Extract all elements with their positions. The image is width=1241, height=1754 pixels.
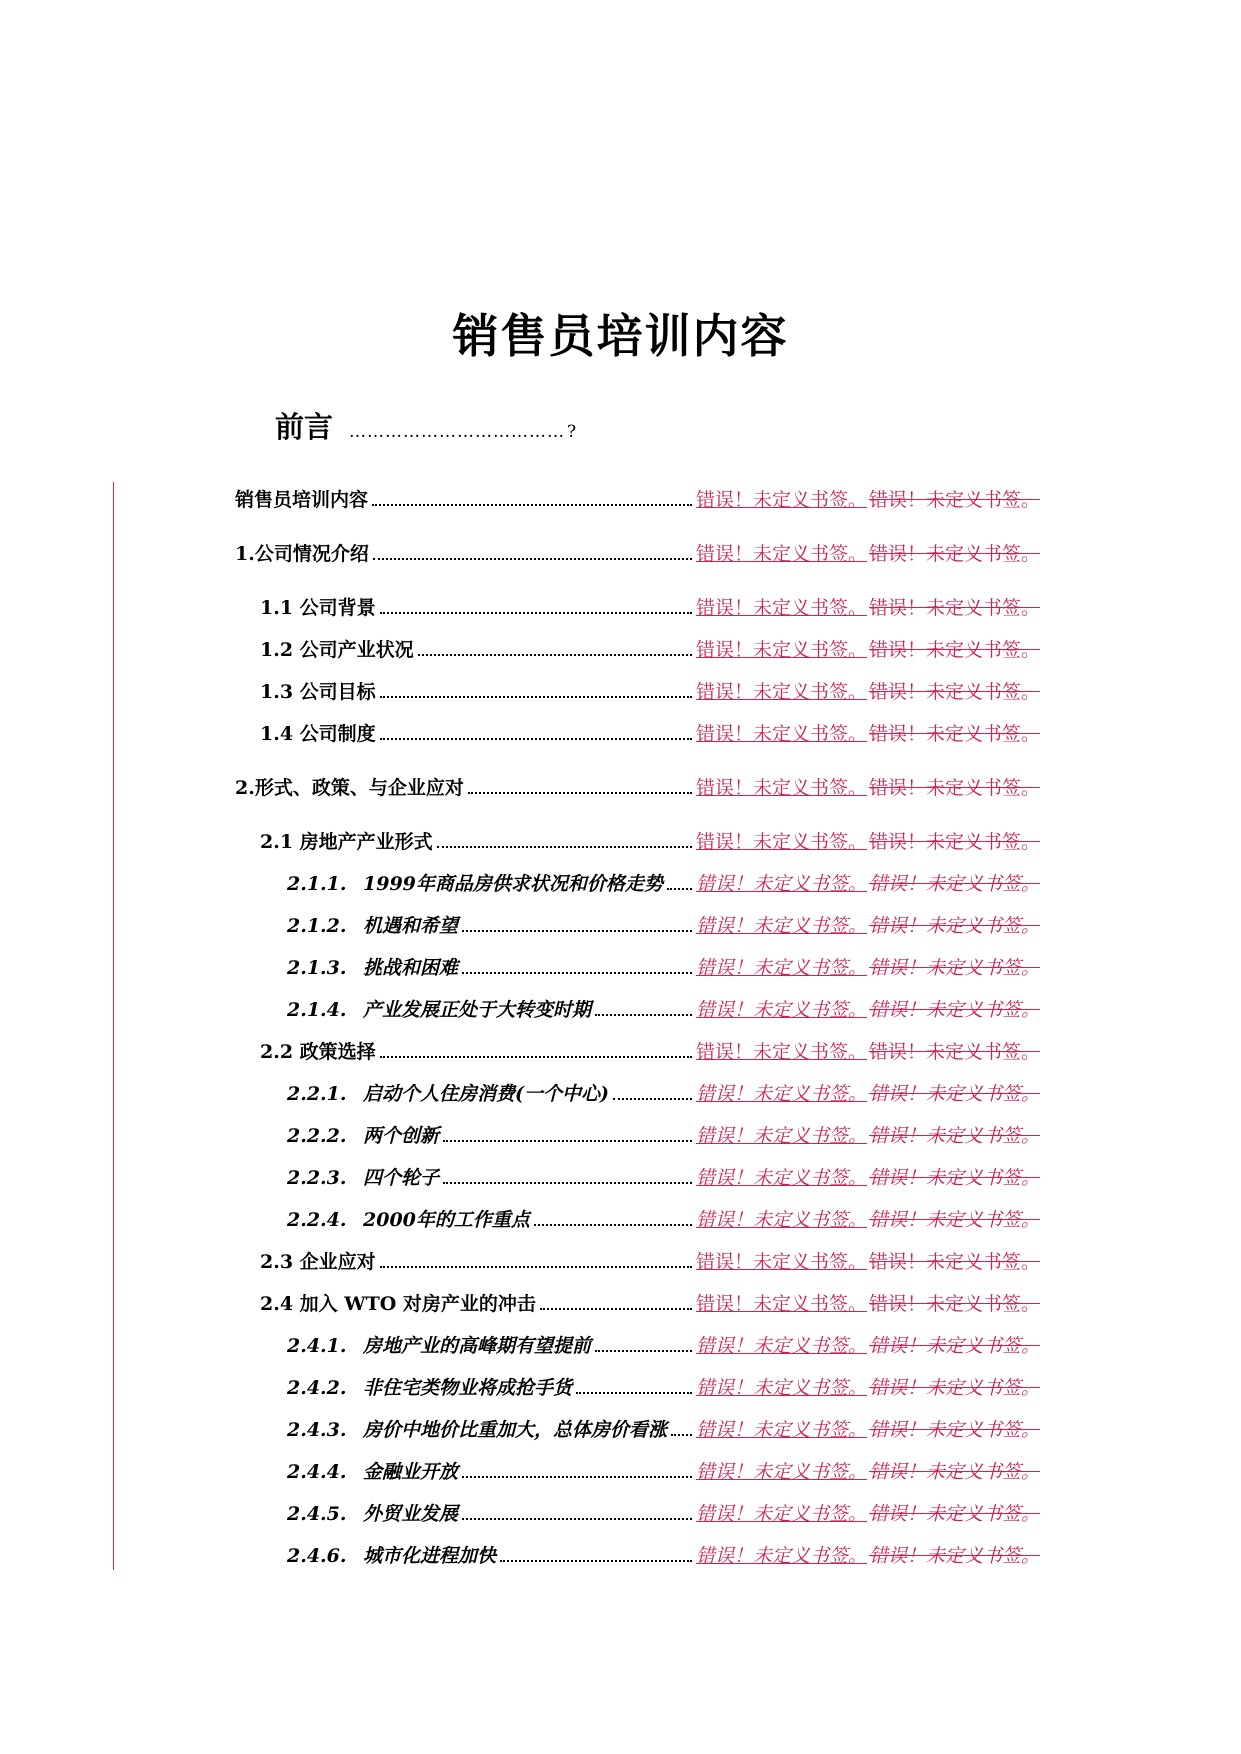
toc-leader-dots xyxy=(595,1350,692,1352)
toc-entry[interactable] xyxy=(287,1328,1040,1358)
toc-page-error-deleted: 错误！未定义书签。 xyxy=(868,1209,1040,1231)
toc-entry[interactable] xyxy=(287,1160,1040,1190)
toc-page-error-field[interactable]: 错误！未定义书签。 xyxy=(695,639,867,661)
toc-entry[interactable] xyxy=(235,770,1040,800)
toc-leader-dots xyxy=(462,972,692,974)
toc-leader-dots xyxy=(380,738,692,740)
toc-page-error-field[interactable]: 错误！未定义书签。 xyxy=(695,597,867,619)
toc-entry[interactable] xyxy=(287,950,1040,980)
toc-leader-dots xyxy=(462,930,692,932)
toc-page-error-deleted: 错误！未定义书签。 xyxy=(868,639,1040,661)
toc-page-error-field[interactable]: 错误！未定义书签。 xyxy=(695,1503,867,1525)
toc-page-error-deleted: 错误！未定义书签。 xyxy=(868,489,1040,511)
toc-entry[interactable] xyxy=(287,1118,1040,1148)
toc-leader-dots xyxy=(372,504,692,506)
toc-entry[interactable] xyxy=(260,1244,1040,1274)
toc-entry-number: 2.4.3. xyxy=(287,1419,347,1441)
toc-entry-label: 2.1.2. 机遇和希望 xyxy=(287,915,459,937)
toc-entry-number: 2.4.5. xyxy=(287,1503,347,1525)
toc-page-error-field[interactable]: 错误！未定义书签。 xyxy=(695,1209,867,1231)
toc-entry-number: 2.4.6. xyxy=(287,1545,347,1567)
toc-entry[interactable] xyxy=(287,1496,1040,1526)
toc-entry[interactable] xyxy=(260,590,1040,620)
toc-entry[interactable] xyxy=(260,716,1040,746)
toc-page-error-deleted: 错误！未定义书签。 xyxy=(868,831,1040,853)
toc-entry-number: 2.2.1. xyxy=(287,1083,347,1105)
toc-leader-dots xyxy=(418,654,692,656)
revision-change-bar xyxy=(113,482,114,1570)
toc-page-error-deleted: 错误！未定义书签。 xyxy=(868,873,1040,895)
toc-entry-number: 2.2.2. xyxy=(287,1125,347,1147)
toc-entry-label: 2.2.1. 启动个人住房消费(一个中心) xyxy=(287,1083,609,1105)
toc-page-error-deleted: 错误！未定义书签。 xyxy=(868,1503,1040,1525)
toc-leader-dots xyxy=(380,1266,692,1268)
toc-entry-label: 2.4.5. 外贸业发展 xyxy=(287,1503,459,1525)
toc-entry[interactable] xyxy=(260,674,1040,704)
toc-leader-dots xyxy=(437,846,692,848)
toc-leader-dots xyxy=(462,1476,692,1478)
toc-page-error-field[interactable]: 错误！未定义书签。 xyxy=(695,723,867,745)
preface-page-number: ? xyxy=(567,422,578,442)
toc-page-error-field[interactable]: 错误！未定义书签。 xyxy=(695,1167,867,1189)
toc-entry-number: 2.1.3. xyxy=(287,957,347,979)
toc-entry-label: 2.2.3. 四个轮子 xyxy=(287,1167,440,1189)
toc-page-error-field[interactable]: 错误！未定义书签。 xyxy=(695,1251,867,1273)
toc-page-error-deleted: 错误！未定义书签。 xyxy=(868,777,1040,799)
toc-entry[interactable] xyxy=(235,536,1040,566)
toc-entry[interactable] xyxy=(287,1412,1040,1442)
toc-leader-dots xyxy=(380,612,692,614)
toc-leader-dots xyxy=(380,1056,692,1058)
toc-entry-number: 2.4.2. xyxy=(287,1377,347,1399)
toc-entry[interactable] xyxy=(260,1286,1040,1316)
toc-page-error-deleted: 错误！未定义书签。 xyxy=(868,723,1040,745)
toc-page-error-field[interactable]: 错误！未定义书签。 xyxy=(695,1545,867,1567)
toc-entry-label: 2.3 企业应对 xyxy=(260,1251,376,1273)
toc-entry-label: 2.4.2. 非住宅类物业将成抢手货 xyxy=(287,1377,573,1399)
toc-entry-label: 2.1 房地产产业形式 xyxy=(260,831,433,853)
toc-entry[interactable] xyxy=(287,992,1040,1022)
toc-page-error-field[interactable]: 错误！未定义书签。 xyxy=(695,999,867,1021)
toc-page-error-field[interactable]: 错误！未定义书签。 xyxy=(695,1293,867,1315)
toc-entry[interactable] xyxy=(287,866,1040,896)
toc-page-error-deleted: 错误！未定义书签。 xyxy=(868,1419,1040,1441)
toc-leader-dots xyxy=(667,888,692,890)
toc-entry-label: 1.公司情况介绍 xyxy=(235,543,369,565)
toc-page-error-deleted: 错误！未定义书签。 xyxy=(868,1041,1040,1063)
toc-entry-label: 2.4.4. 金融业开放 xyxy=(287,1461,459,1483)
toc-entry-label: 2.1.4. 产业发展正处于大转变时期 xyxy=(287,999,592,1021)
toc-leader-dots xyxy=(373,558,692,560)
toc-entry-label: 2.1.3. 挑战和困难 xyxy=(287,957,459,979)
toc-entry-number: 2.4.1. xyxy=(287,1335,347,1357)
toc-entry-label: 2.2.2. 两个创新 xyxy=(287,1125,440,1147)
toc-leader-dots xyxy=(380,696,692,698)
toc-entry[interactable] xyxy=(287,1076,1040,1106)
toc-page-error-field[interactable]: 错误！未定义书签。 xyxy=(695,1419,867,1441)
toc-page-error-field[interactable]: 错误！未定义书签。 xyxy=(695,957,867,979)
document-title: 销售员培训内容 xyxy=(452,309,789,363)
toc-page-error-deleted: 错误！未定义书签。 xyxy=(868,915,1040,937)
toc-entry-number: 2.2.4. xyxy=(287,1209,347,1231)
toc-page-error-field[interactable]: 错误！未定义书签。 xyxy=(695,1041,867,1063)
toc-page-error-deleted: 错误！未定义书签。 xyxy=(868,957,1040,979)
toc-leader-dots xyxy=(576,1392,692,1394)
toc-entry[interactable] xyxy=(260,1034,1040,1064)
toc-leader-dots xyxy=(468,792,692,794)
toc-entry-number: 2.1.4. xyxy=(287,999,347,1021)
toc-page-error-deleted: 错误！未定义书签。 xyxy=(868,1545,1040,1567)
toc-leader-dots xyxy=(534,1224,692,1226)
toc-entry[interactable] xyxy=(260,632,1040,662)
toc-page-error-field[interactable]: 错误！未定义书签。 xyxy=(695,681,867,703)
toc-page-error-deleted: 错误！未定义书签。 xyxy=(868,1083,1040,1105)
toc-entry[interactable] xyxy=(287,908,1040,938)
toc-entry-label: 2.4.1. 房地产业的高峰期有望提前 xyxy=(287,1335,592,1357)
toc-entry-label: 1.3 公司目标 xyxy=(260,681,376,703)
toc-leader-dots xyxy=(443,1182,692,1184)
toc-entry-label: 2.4.3. 房价中地价比重加大，总体房价看涨 xyxy=(287,1419,668,1441)
toc-page-error-field[interactable]: 错误！未定义书签。 xyxy=(695,1125,867,1147)
toc-entry[interactable] xyxy=(260,824,1040,854)
toc-page-error-field[interactable]: 错误！未定义书签。 xyxy=(695,1461,867,1483)
toc-page-error-field[interactable]: 错误！未定义书签。 xyxy=(695,831,867,853)
toc-entry-label: 1.4 公司制度 xyxy=(260,723,376,745)
preface-heading xyxy=(275,405,577,446)
toc-page-error-deleted: 错误！未定义书签。 xyxy=(868,543,1040,565)
toc-leader-dots xyxy=(613,1098,692,1100)
preface-label: 前言 xyxy=(275,410,334,444)
toc-entry-label: 1.1 公司背景 xyxy=(260,597,376,619)
toc-page-error-deleted: 错误！未定义书签。 xyxy=(868,1125,1040,1147)
toc-page-error-deleted: 错误！未定义书签。 xyxy=(868,1377,1040,1399)
toc-leader-dots xyxy=(500,1560,692,1562)
preface-leader-dots: ……………………………… xyxy=(349,422,566,442)
toc-page-error-deleted: 错误！未定义书签。 xyxy=(868,1461,1040,1483)
toc-entry-label: 2.1.1. 1999年商品房供求状况和价格走势 xyxy=(287,873,663,895)
toc-entry[interactable] xyxy=(287,1538,1040,1568)
toc-entry-number: 2.1.2. xyxy=(287,915,347,937)
toc-entry[interactable] xyxy=(287,1454,1040,1484)
toc-leader-dots xyxy=(595,1014,692,1016)
toc-entry-number: 2.2.3. xyxy=(287,1167,347,1189)
toc-page-error-field[interactable]: 错误！未定义书签。 xyxy=(695,915,867,937)
toc-entry-label: 1.2 公司产业状况 xyxy=(260,639,414,661)
toc-entry-label: 2.2.4. 2000年的工作重点 xyxy=(287,1209,530,1231)
toc-entry-label: 2.2 政策选择 xyxy=(260,1041,376,1063)
toc-entry[interactable] xyxy=(287,1202,1040,1232)
toc-page-error-deleted: 错误！未定义书签。 xyxy=(868,681,1040,703)
toc-page-error-deleted: 错误！未定义书签。 xyxy=(868,1167,1040,1189)
toc-entry-label: 2.形式、政策、与企业应对 xyxy=(235,777,464,799)
toc-page-error-deleted: 错误！未定义书签。 xyxy=(868,597,1040,619)
toc-page-error-field[interactable]: 错误！未定义书签。 xyxy=(695,1377,867,1399)
toc-page-error-field[interactable]: 错误！未定义书签。 xyxy=(695,777,867,799)
toc-entry-label: 2.4 加入 WTO 对房产业的冲击 xyxy=(260,1293,536,1315)
toc-entry-number: 2.1.1. xyxy=(287,873,347,895)
toc-leader-dots xyxy=(671,1434,692,1436)
toc-page-error-deleted: 错误！未定义书签。 xyxy=(868,999,1040,1021)
toc-entry-label: 2.4.6. 城市化进程加快 xyxy=(287,1545,497,1567)
toc-page-error-field[interactable]: 错误！未定义书签。 xyxy=(695,1083,867,1105)
toc-page-error-deleted: 错误！未定义书签。 xyxy=(868,1251,1040,1273)
toc-entry[interactable] xyxy=(235,482,1040,512)
toc-leader-dots xyxy=(462,1518,692,1520)
toc-page-error-field[interactable]: 错误！未定义书签。 xyxy=(695,1335,867,1357)
toc-leader-dots xyxy=(443,1140,692,1142)
toc-page-error-field[interactable]: 错误！未定义书签。 xyxy=(695,873,867,895)
toc-page-error-deleted: 错误！未定义书签。 xyxy=(868,1293,1040,1315)
toc-entry[interactable] xyxy=(287,1370,1040,1400)
toc-entry-number: 2.4.4. xyxy=(287,1461,347,1483)
toc-leader-dots xyxy=(540,1308,692,1310)
toc-page-error-deleted: 错误！未定义书签。 xyxy=(868,1335,1040,1357)
toc-page-error-field[interactable]: 错误！未定义书签。 xyxy=(695,489,867,511)
toc-page-error-field[interactable]: 错误！未定义书签。 xyxy=(695,543,867,565)
toc-entry-label: 销售员培训内容 xyxy=(235,489,369,511)
